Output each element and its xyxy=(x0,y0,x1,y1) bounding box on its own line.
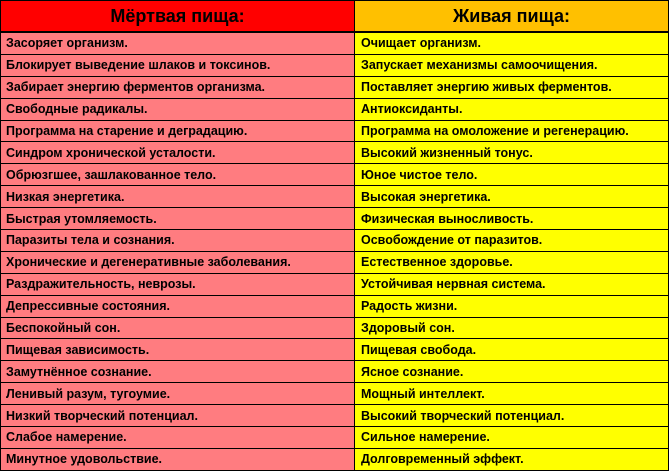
dead-food-cell: Программа на старение и деградацию. xyxy=(0,121,355,143)
live-food-cell: Освобождение от паразитов. xyxy=(355,230,669,252)
dead-food-cell: Беспокойный сон. xyxy=(0,318,355,340)
dead-food-cell: Раздражительность, неврозы. xyxy=(0,274,355,296)
live-food-cell: Физическая выносливость. xyxy=(355,208,669,230)
live-food-cell: Антиоксиданты. xyxy=(355,99,669,121)
live-food-cell: Радость жизни. xyxy=(355,296,669,318)
dead-food-cell: Блокирует выведение шлаков и токсинов. xyxy=(0,55,355,77)
live-food-cell: Программа на омоложение и регенерацию. xyxy=(355,121,669,143)
live-food-cell: Запускает механизмы самоочищения. xyxy=(355,55,669,77)
dead-food-cell: Слабое намерение. xyxy=(0,427,355,449)
live-food-cell: Высокий жизненный тонус. xyxy=(355,142,669,164)
dead-food-cell: Хронические и дегенеративные заболевания. xyxy=(0,252,355,274)
dead-food-cell: Низкая энергетика. xyxy=(0,186,355,208)
live-food-cell: Пищевая свобода. xyxy=(355,339,669,361)
live-food-cell: Мощный интеллект. xyxy=(355,383,669,405)
dead-food-cell: Ленивый разум, тугоумие. xyxy=(0,383,355,405)
dead-food-cell: Низкий творческий потенциал. xyxy=(0,405,355,427)
live-food-cell: Юное чистое тело. xyxy=(355,164,669,186)
dead-food-header: Мёртвая пища: xyxy=(0,0,355,33)
dead-food-cell: Обрюзгшее, зашлакованное тело. xyxy=(0,164,355,186)
dead-food-cell: Быстрая утомляемость. xyxy=(0,208,355,230)
dead-food-cell: Паразиты тела и сознания. xyxy=(0,230,355,252)
dead-food-cell: Засоряет организм. xyxy=(0,33,355,55)
dead-food-cell: Свободные радикалы. xyxy=(0,99,355,121)
dead-food-cell: Забирает энергию ферментов организма. xyxy=(0,77,355,99)
live-food-cell: Сильное намерение. xyxy=(355,427,669,449)
dead-food-cell: Минутное удовольствие. xyxy=(0,449,355,471)
dead-food-cell: Замутнённое сознание. xyxy=(0,361,355,383)
dead-food-cell: Синдром хронической усталости. xyxy=(0,142,355,164)
live-food-cell: Ясное сознание. xyxy=(355,361,669,383)
live-food-cell: Естественное здоровье. xyxy=(355,252,669,274)
live-food-cell: Очищает организм. xyxy=(355,33,669,55)
dead-food-cell: Пищевая зависимость. xyxy=(0,339,355,361)
live-food-cell: Здоровый сон. xyxy=(355,318,669,340)
live-food-cell: Долговременный эффект. xyxy=(355,449,669,471)
live-food-cell: Поставляет энергию живых ферментов. xyxy=(355,77,669,99)
live-food-header: Живая пища: xyxy=(355,0,669,33)
live-food-cell: Высокий творческий потенциал. xyxy=(355,405,669,427)
live-food-cell: Устойчивая нервная система. xyxy=(355,274,669,296)
live-food-cell: Высокая энергетика. xyxy=(355,186,669,208)
dead-food-cell: Депрессивные состояния. xyxy=(0,296,355,318)
